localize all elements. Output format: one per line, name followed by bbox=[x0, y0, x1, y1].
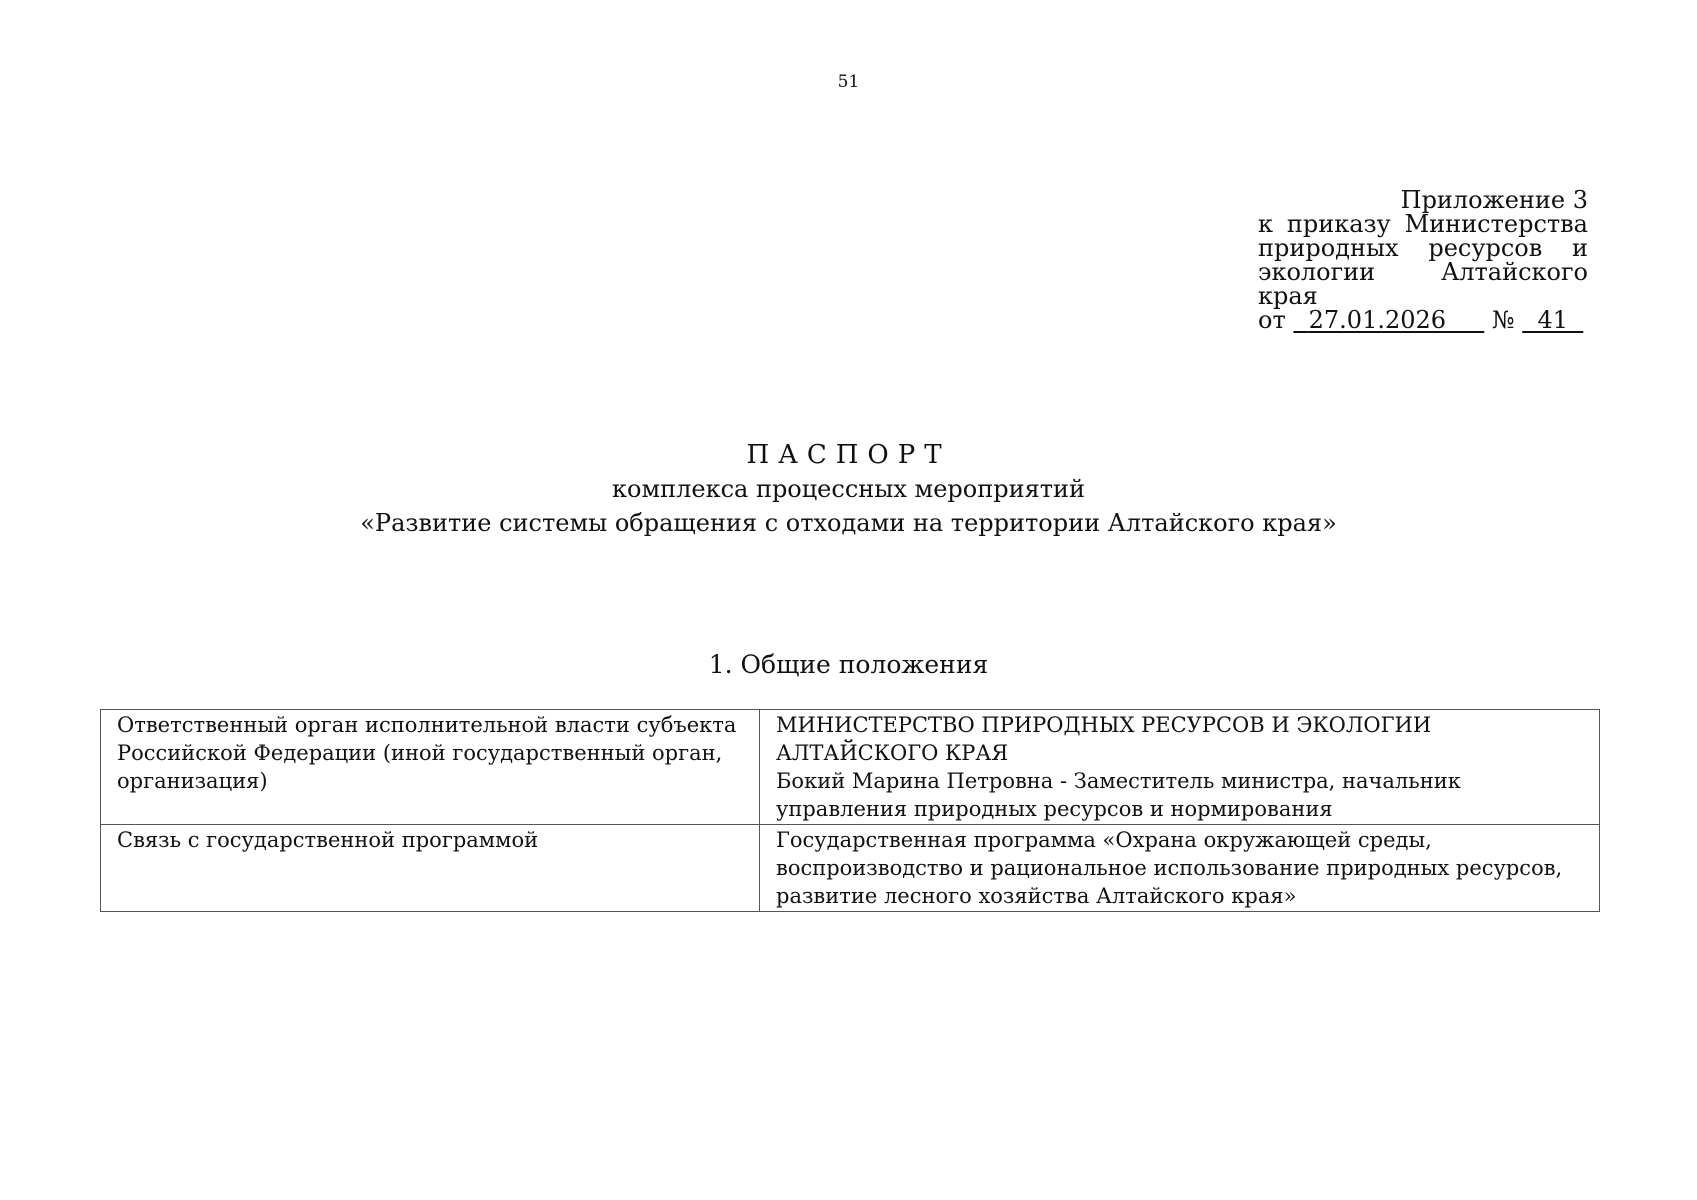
date-prefix: от bbox=[1258, 306, 1286, 334]
page-number: 51 bbox=[837, 72, 860, 92]
program-name: «Развитие системы обращения с отходами на территории Алтайского края» bbox=[360, 509, 1337, 537]
table-cell-value bbox=[760, 710, 1600, 825]
general-provisions-table bbox=[100, 709, 1600, 912]
appendix-date-line bbox=[1258, 308, 1588, 332]
appendix-order-line: к приказу Министерства bbox=[1258, 210, 1588, 238]
ministry-name: МИНИСТЕРСТВО ПРИРОДНЫХ РЕСУРСОВ И ЭКОЛОГИИ АЛТАЙСКОГО КРАЯ bbox=[776, 713, 1432, 765]
table-row bbox=[101, 710, 1600, 825]
number-sign: № bbox=[1491, 306, 1515, 334]
document-subtitle: комплекса процессных мероприятий bbox=[612, 475, 1085, 503]
order-date: 27.01.2026 bbox=[1308, 306, 1447, 334]
section-heading: 1. Общие положения bbox=[708, 650, 989, 679]
appendix-title: Приложение 3 bbox=[1400, 186, 1588, 214]
table-cell-value: Государственная программа «Охрана окружающей среды, воспроизводство и рациональное использование природных ресурсов, развитие лесного хозяйства Алтайского края» bbox=[760, 825, 1600, 912]
appendix-ministry-line: природных ресурсов и bbox=[1258, 234, 1588, 262]
order-number: 41 bbox=[1537, 306, 1569, 334]
table-row bbox=[101, 825, 1600, 912]
responsible-person: Бокий Марина Петровна - Заместитель министра, начальник управления природных ресурсов и нормирования bbox=[776, 769, 1461, 821]
document-title: ПАСПОРТ bbox=[746, 440, 951, 470]
appendix-block bbox=[1258, 188, 1588, 332]
title-block bbox=[0, 438, 1697, 540]
table-cell-label: Связь с государственной программой bbox=[101, 825, 760, 912]
table-cell-label: Ответственный орган исполнительной власти субъекта Российской Федерации (иной государственный орган, организация) bbox=[101, 710, 760, 825]
appendix-ecology-line: экологии Алтайского края bbox=[1258, 258, 1588, 310]
